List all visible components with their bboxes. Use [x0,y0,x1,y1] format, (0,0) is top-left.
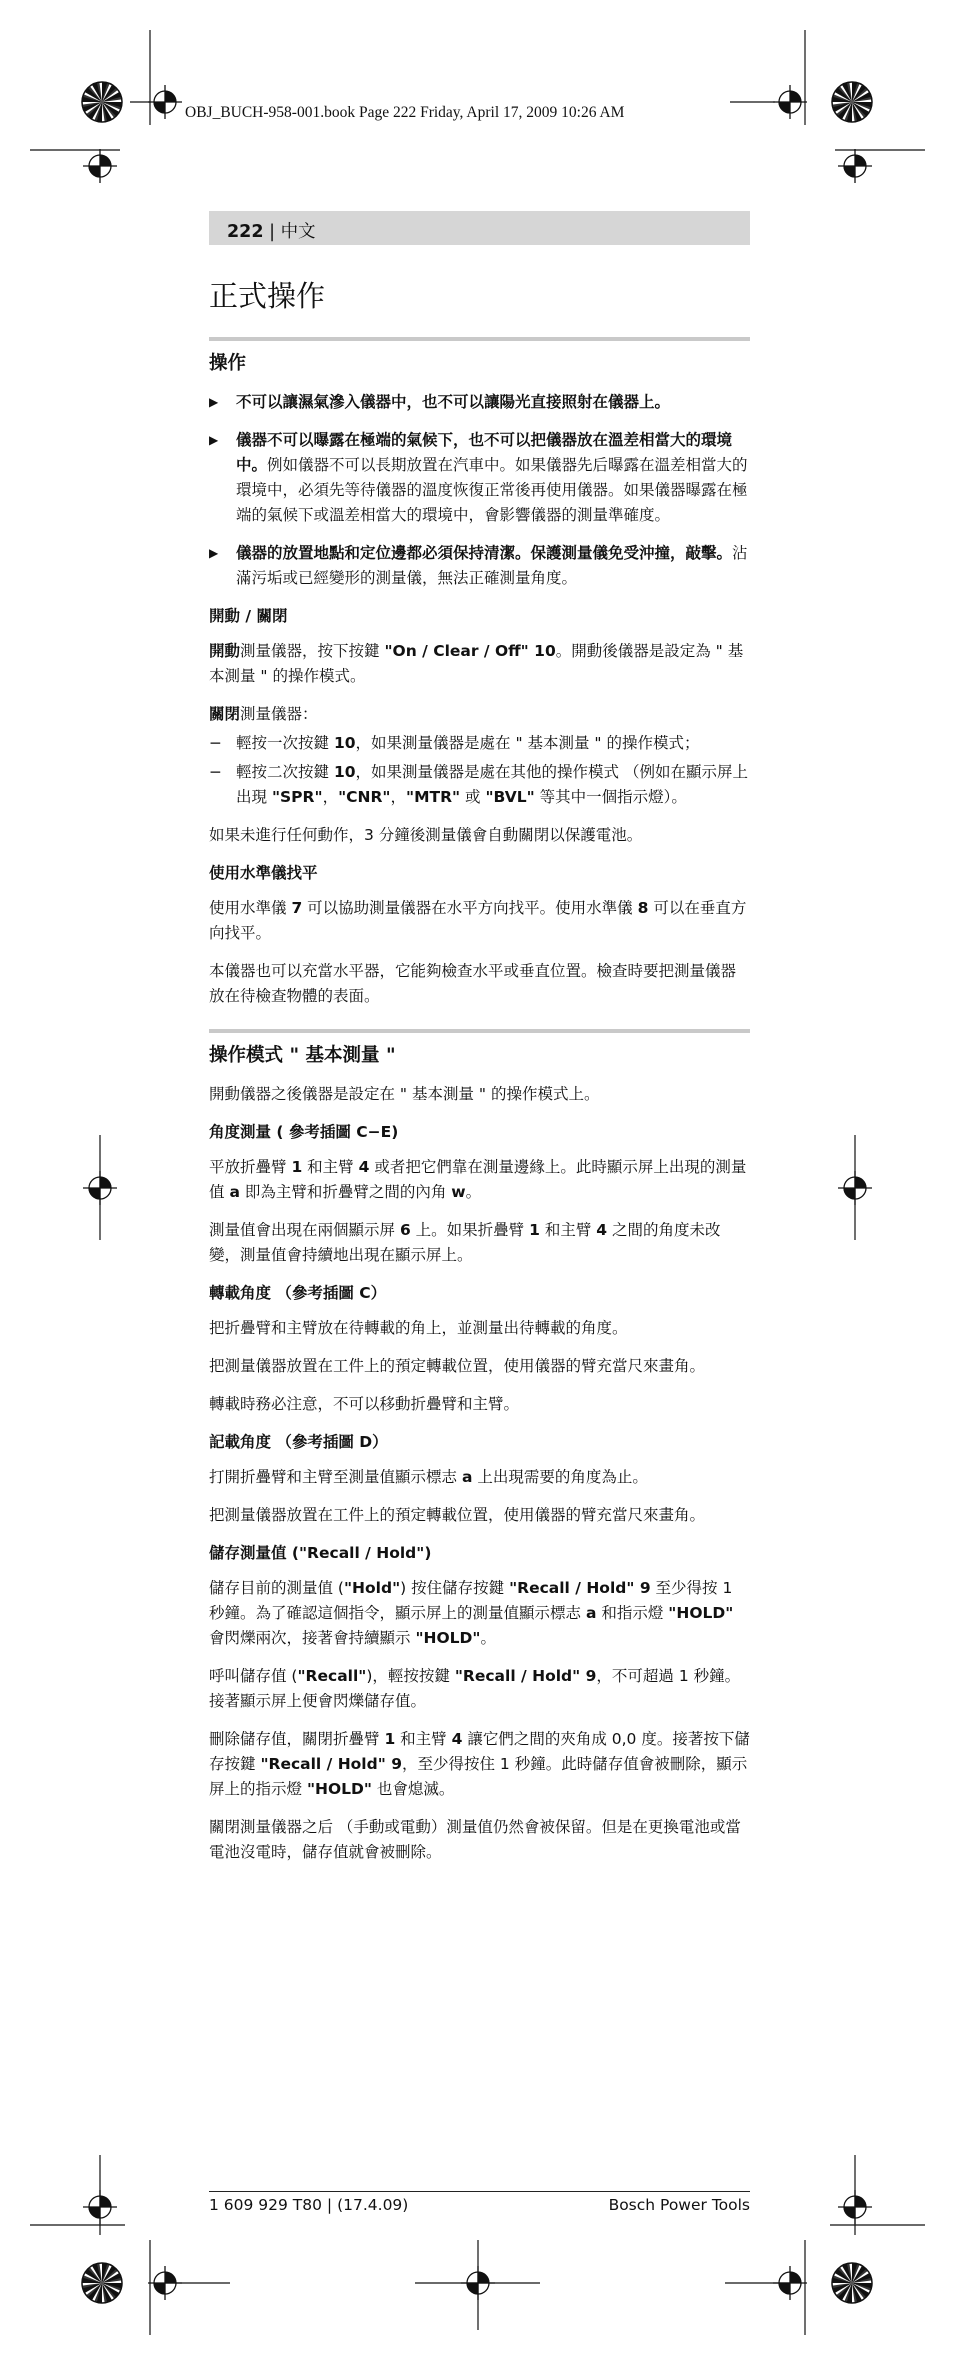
operation-heading: 操作 [209,353,247,374]
registration-star-icon [832,82,872,122]
level-paragraph-2: 本儀器也可以充當水平器，它能夠檢查水平或垂直位置。檢查時要把測量儀器放在待檢查物體的表面。 [209,962,737,1005]
store-paragraph-2: 呼叫儲存值 ("Recall")，輕按按鍵 "Recall / Hold" 9，不可超過 1 秒鐘。接著顯示屏上便會閃爍儲存值。 [209,1667,741,1710]
page-number: 222 [227,222,264,242]
section-title: 正式操作 [209,279,326,313]
off-paragraph: 關閉測量儀器： [209,705,318,723]
list-item: ▶ 儀器的放置地點和定位邊都必須保持清潔。保護測量儀免受沖撞，敲擊。沾滿污垢或已經變形的測量儀，無法正確測量角度。 [209,541,750,591]
store-paragraph-3: 刪除儲存值，關閉折疊臂 1 和主臂 4 讓它們之間的夾角成 0,0 度。接著按下儲存按鍵 "Recall / Hold" 9，至少得按住 1 秒鐘。此時儲存值會被刪除，顯示屏上的指示燈 "HOLD" 也會熄滅。 [209,1730,750,1798]
page-number-bar: 222 | 中文 [209,211,750,245]
book-header-line: OBJ_BUCH-958-001.book Page 222 Friday, April 17, 2009 10:26 AM [185,104,625,121]
bullet-triangle-icon: ▶ [209,395,219,409]
record-paragraph-1: 打開折疊臂和主臂至測量值顯示標志 a 上出現需要的角度為止。 [209,1468,648,1486]
section-rule [209,1029,750,1033]
basic-mode-intro: 開動儀器之後儀器是設定在 " 基本測量 " 的操作模式上。 [209,1085,600,1103]
transfer-paragraph-1: 把折疊臂和主臂放在待轉載的角上，並測量出待轉載的角度。 [209,1319,628,1337]
on-paragraph: 開動測量儀器，按下按鍵 "On / Clear / Off" 10。開動後儀器是設定為 " 基本測量 " 的操作模式。 [209,642,744,685]
registration-star-icon [82,2263,122,2303]
on-off-heading: 開動 / 關閉 [209,607,288,625]
transfer-heading: 轉載角度 （參考插圖 C） [209,1284,387,1302]
store-paragraph-1: 儲存目前的測量值 ("Hold") 按住儲存按鍵 "Recall / Hold" 9 至少得按 1 秒鐘。為了確認這個指令，顯示屏上的測量值顯示標志 a 和指示燈 "HOLD" 會閃爍兩次，接著會持續顯示 "HOLD"。 [209,1579,734,1647]
list-item: ▶ 不可以讓濕氣滲入儀器中，也不可以讓陽光直接照射在儀器上。 [209,390,750,415]
angle-heading: 角度測量 ( 參考插圖 C−E) [209,1123,399,1141]
bullet-triangle-icon: ▶ [209,546,219,560]
transfer-paragraph-2: 把測量儀器放置在工件上的預定轉載位置，使用儀器的臂充當尺來畫角。 [209,1357,706,1375]
list-item: − 輕按二次按鍵 10，如果測量儀器是處在其他的操作模式 （例如在顯示屏上出現 "SPR"，"CNR"，"MTR" 或 "BVL" 等其中一個指示燈）。 [209,763,748,806]
level-paragraph: 使用水準儀 7 可以協助測量儀器在水平方向找平。使用水準儀 8 可以在垂直方向找平。 [209,899,747,942]
angle-paragraph-2: 測量值會出現在兩個顯示屏 6 上。如果折疊臂 1 和主臂 4 之間的角度未改變，測量值會持續地出現在顯示屏上。 [209,1221,721,1264]
level-heading: 使用水準儀找平 [209,864,318,882]
footer-doc-number: 1 609 929 T80 | (17.4.09) [209,2196,409,2214]
basic-mode-heading: 操作模式 " 基本測量 " [209,1045,396,1066]
transfer-paragraph-3: 轉載時務必注意，不可以移動折疊臂和主臂。 [209,1395,520,1413]
footer-brand: Bosch Power Tools [608,2196,750,2214]
record-heading: 記載角度 （參考插圖 D） [209,1433,388,1451]
list-item: ▶ 儀器不可以曝露在極端的氣候下，也不可以把儀器放在溫差相當大的環境中。例如儀器不可以長期放置在汽車中。如果儀器先后曝露在溫差相當大的環境中，必須先等待儀器的溫度恢復正常後再使用儀器。如果儀器曝露在極端的氣候下或溫差相當大的環境中，會影響儀器的測量準確度。 [209,428,750,528]
registration-star-icon [832,2263,872,2303]
page-footer [209,2191,750,2214]
auto-off-paragraph: 如果未進行任何動作，3 分鐘後測量儀會自動關閉以保護電池。 [209,826,643,844]
store-paragraph-4: 關閉測量儀器之后 （手動或電動）測量值仍然會被保留。但是在更換電池或當電池沒電時，儲存值就會被刪除。 [209,1818,741,1861]
angle-paragraph-1: 平放折疊臂 1 和主臂 4 或者把它們靠在測量邊緣上。此時顯示屏上出現的測量值 a 即為主臂和折疊臂之間的內角 w。 [209,1158,747,1201]
page-content [209,262,750,1878]
page-language: 中文 [280,222,316,242]
record-paragraph-2: 把測量儀器放置在工件上的預定轉載位置，使用儀器的臂充當尺來畫角。 [209,1506,706,1524]
list-item: − 輕按一次按鍵 10，如果測量儀器是處在 " 基本測量 " 的操作模式； [209,734,700,752]
bullet-triangle-icon: ▶ [209,433,219,447]
store-heading: 儲存測量值 ("Recall / Hold") [209,1544,432,1562]
section-rule [209,337,750,341]
registration-star-icon [82,82,122,122]
